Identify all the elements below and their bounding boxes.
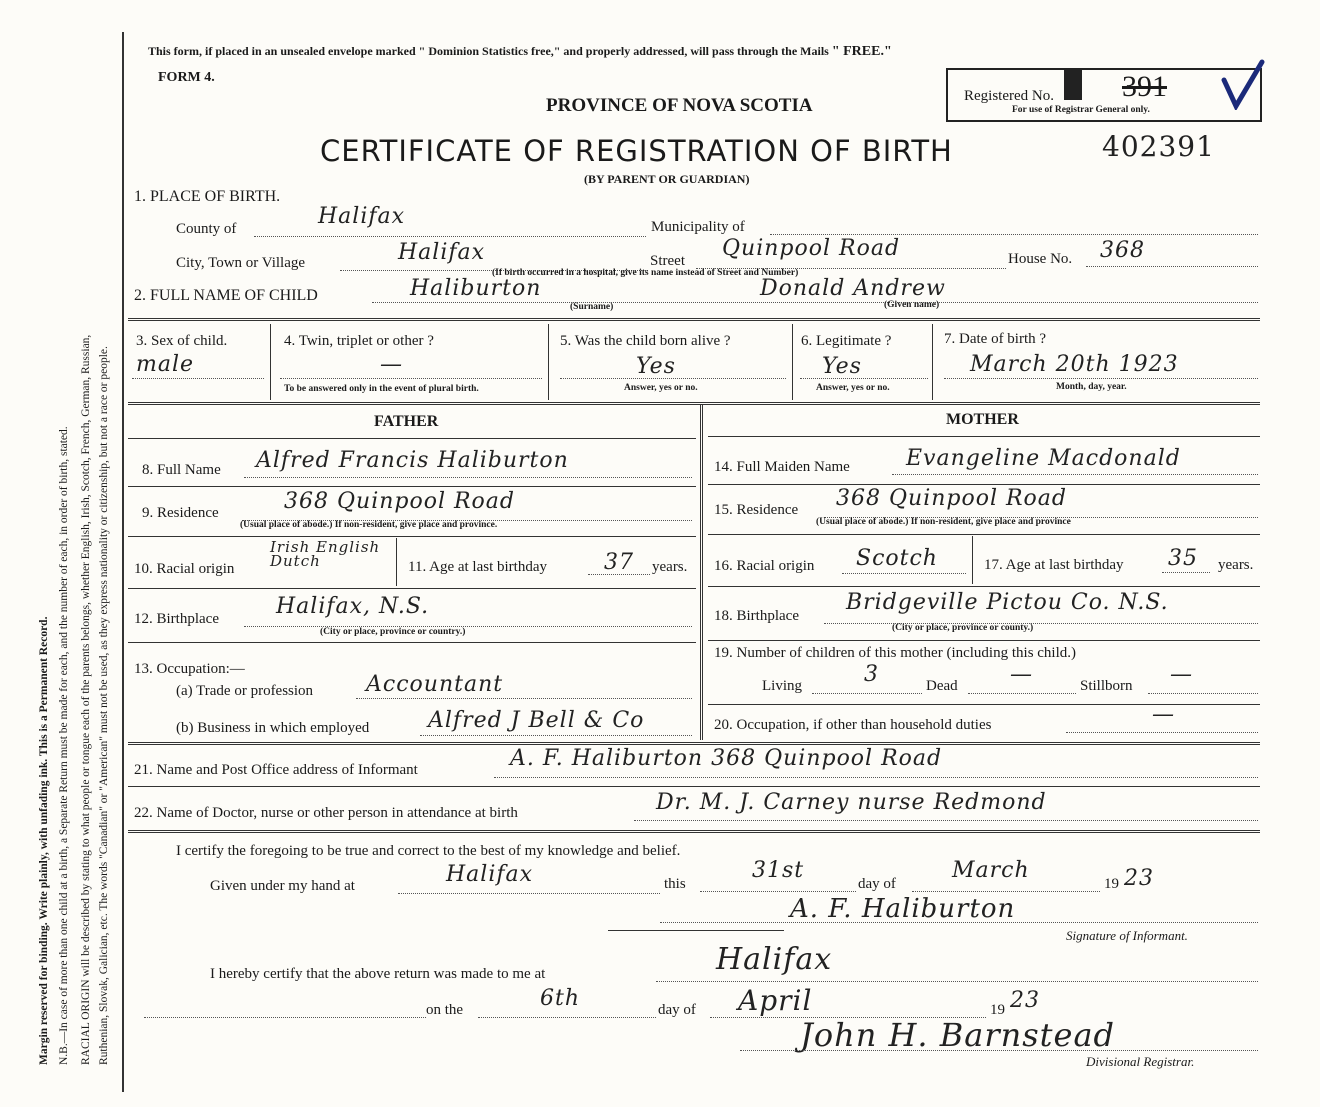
form-number: FORM 4.: [158, 70, 215, 85]
informant-line: [494, 777, 1258, 778]
row-divider: [128, 588, 696, 589]
box-divider: [932, 324, 933, 400]
registrar-label: Divisional Registrar.: [1086, 1054, 1195, 1069]
father-trade-line: [356, 698, 692, 699]
mother-birthplace-value: Bridgeville Pictou Co. N.S.: [846, 590, 1169, 615]
box-divider: [792, 324, 793, 400]
mother-name-line: [892, 474, 1258, 475]
legitimate-value: Yes: [822, 354, 862, 379]
house-value: 368: [1100, 238, 1145, 263]
father-name-label: 8. Full Name: [142, 462, 221, 478]
registered-label: Registered No.: [964, 88, 1054, 104]
mother-residence-label: 15. Residence: [714, 502, 799, 518]
father-trade-value: Accountant: [366, 672, 504, 697]
given-day-line: [700, 891, 856, 892]
father-years-label: years.: [652, 559, 688, 575]
dead-label: Dead: [926, 678, 958, 694]
dob-value: March 20th 1923: [970, 352, 1179, 377]
house-label: House No.: [1008, 251, 1073, 267]
registrar-place-value: Halifax: [716, 942, 833, 977]
given-month-line: [912, 891, 1100, 892]
informant-value: A. F. Haliburton 368 Quinpool Road: [510, 746, 943, 771]
living-line: [812, 693, 922, 694]
father-business-line: [420, 735, 692, 736]
county-value: Halifax: [318, 204, 406, 229]
place-of-birth-label: 1. PLACE OF BIRTH.: [134, 188, 281, 205]
legitimate-note: Answer, yes or no.: [816, 383, 890, 393]
stillborn-line: [1148, 693, 1258, 694]
informant-signature: A. F. Haliburton: [790, 894, 1016, 924]
mother-birthplace-line: [824, 623, 1258, 624]
mother-birthplace-note: (City or place, province or county.): [892, 623, 1034, 633]
side-note-4: Ruthenian, Slovak, Galician, etc. The words "Canadian" or "American" must not be used, as they express nationality or citizenship, but not a race or people.: [98, 346, 110, 1065]
mother-race-label: 16. Racial origin: [714, 558, 815, 574]
father-name-line: [244, 477, 692, 478]
row-divider: [128, 486, 696, 487]
twin-value: —: [380, 352, 403, 377]
municipality-line: [770, 234, 1258, 235]
signature-line: [660, 922, 1258, 923]
father-race-value: Irish English Dutch: [270, 538, 381, 570]
signature-label: Signature of Informant.: [1066, 928, 1188, 943]
registrar-month-value: April: [738, 984, 813, 1017]
box-divider: [548, 324, 549, 400]
parents-column-divider: [700, 404, 703, 740]
father-residence-note: (Usual place of abode.) If non-resident, give place and province.: [240, 520, 498, 530]
twin-label: 4. Twin, triplet or other ?: [284, 333, 434, 349]
father-age-label: 11. Age at last birthday: [408, 559, 547, 575]
certificate-subtitle: (BY PARENT OR GUARDIAN): [584, 172, 750, 186]
mother-birthplace-label: 18. Birthplace: [714, 608, 799, 624]
registrar-text: I hereby certify that the above return was made to me at: [210, 966, 546, 982]
on-the-label: on the: [426, 1002, 464, 1018]
mail-note: [148, 44, 892, 60]
row-divider: [128, 786, 1260, 787]
alive-note: Answer, yes or no.: [624, 383, 698, 393]
section-divider: [128, 830, 1260, 833]
sex-value: male: [136, 352, 195, 377]
box-divider: [270, 324, 271, 400]
sex-line: [132, 378, 264, 379]
street-value: Quinpool Road: [722, 236, 901, 261]
certificate-number: 402391: [1102, 130, 1215, 163]
father-race-label: 10. Racial origin: [134, 561, 235, 577]
mail-note-text: This form, if placed in an unsealed envelope marked " Dominion Statistics free," and properly addressed, will pass through the Mails: [148, 44, 829, 58]
section-divider: [128, 402, 1260, 405]
dob-label: 7. Date of birth ?: [944, 331, 1047, 347]
given-month-value: March: [952, 858, 1030, 883]
dead-line: [968, 693, 1076, 694]
county-label: County of: [176, 221, 237, 237]
section-divider: [128, 318, 1260, 321]
father-heading-line: [128, 438, 696, 439]
father-occupation-label: 13. Occupation:—: [134, 661, 245, 677]
mother-heading: MOTHER: [946, 411, 1019, 428]
father-birthplace-label: 12. Birthplace: [134, 611, 219, 627]
county-line: [254, 236, 646, 237]
doctor-value: Dr. M. J. Carney nurse Redmond: [656, 790, 1047, 815]
signature-rule: [608, 930, 784, 931]
registered-value: 391: [1122, 70, 1167, 103]
registrar-note: For use of Registrar General only.: [1012, 105, 1150, 115]
mother-heading-line: [708, 436, 1260, 437]
mother-occupation-value: —: [1152, 702, 1175, 727]
father-birthplace-note: (City or place, province or country.): [320, 627, 466, 637]
stillborn-label: Stillborn: [1080, 678, 1133, 694]
dob-note: Month, day, year.: [1056, 382, 1127, 392]
legitimate-line: [800, 378, 928, 379]
given-place-line: [398, 893, 660, 894]
living-label: Living: [762, 678, 802, 694]
given-under-label: Given under my hand at: [210, 878, 355, 894]
child-name-label: 2. FULL NAME OF CHILD: [134, 287, 318, 304]
father-trade-label: (a) Trade or profession: [176, 683, 314, 699]
city-value: Halifax: [398, 240, 486, 265]
registrar-year-prefix: 19: [990, 1002, 1005, 1018]
living-value: 3: [864, 662, 879, 687]
side-note-3: RACIAL ORIGIN will be described by stating to what people or tongue each of the parents belongs, whether English, Irish, Scotch, French, German, Russian,: [80, 334, 92, 1065]
house-line: [1086, 266, 1258, 267]
dead-value: —: [1010, 662, 1033, 687]
mother-residence-value: 368 Quinpool Road: [836, 486, 1068, 511]
father-heading: FATHER: [374, 413, 439, 430]
registrar-day-line: [478, 1017, 656, 1018]
municipality-label: Municipality of: [651, 219, 745, 235]
registrar-day-of-label: day of: [658, 1002, 696, 1018]
row-divider: [708, 586, 1260, 587]
registrar-year-value: 23: [1010, 988, 1040, 1013]
street-label: Street: [650, 253, 685, 269]
mother-occupation-line: [1066, 732, 1258, 733]
sex-label: 3. Sex of child.: [136, 333, 228, 349]
hospital-note: (If birth occurred in a hospital, give its name instead of Street and Number): [492, 268, 799, 278]
child-given-name: Donald Andrew: [760, 276, 946, 301]
mother-years-label: years.: [1218, 557, 1254, 573]
alive-value: Yes: [636, 354, 676, 379]
section-divider: [128, 742, 1260, 745]
alive-label: 5. Was the child born alive ?: [560, 333, 731, 349]
row-divider: [128, 642, 696, 643]
city-label: City, Town or Village: [176, 255, 306, 271]
given-name-note: (Given name): [884, 300, 940, 310]
father-birthplace-line: [244, 626, 692, 627]
father-birthplace-value: Halifax, N.S.: [276, 594, 430, 619]
mother-age-label: 17. Age at last birthday: [984, 557, 1124, 573]
mother-race-value: Scotch: [856, 546, 938, 571]
given-place-value: Halifax: [446, 862, 534, 887]
father-business-label: (b) Business in which employed: [176, 720, 370, 736]
province-title: PROVINCE OF NOVA SCOTIA: [546, 95, 813, 116]
certificate-title: CERTIFICATE OF REGISTRATION OF BIRTH: [320, 134, 953, 168]
side-note-2: N.B.—In case of more than one child at a birth, a Separate Return must be made for each, and the number of each, in order of birth, stated.: [58, 426, 70, 1065]
mother-age-line: [1162, 572, 1210, 573]
twin-note: To be answered only in the event of plural birth.: [284, 384, 479, 394]
year-prefix: 19: [1104, 876, 1119, 892]
child-name-line: [372, 302, 1258, 303]
doctor-line: [634, 820, 1258, 821]
box-divider: [396, 538, 397, 586]
father-business-value: Alfred J Bell & Co: [428, 708, 645, 733]
informant-label: 21. Name and Post Office address of Informant: [134, 762, 418, 778]
surname-note: (Surname): [570, 302, 614, 312]
row-divider: [708, 484, 1260, 485]
side-note-1: Margin reserved for binding. Write plainly, with unfading ink. This is a Permanent Record.: [38, 616, 50, 1065]
mother-race-line: [842, 573, 966, 574]
mother-name-value: Evangeline Macdonald: [906, 446, 1181, 471]
twin-line: [280, 378, 542, 379]
registrar-signature-line: [740, 1050, 1258, 1051]
registrar-day-value: 6th: [540, 986, 581, 1011]
stillborn-value: —: [1170, 662, 1193, 687]
doctor-label: 22. Name of Doctor, nurse or other person in attendance at birth: [134, 805, 518, 821]
row-divider: [708, 534, 1260, 535]
mother-children-label: 19. Number of children of this mother (including this child.): [714, 645, 1077, 661]
legitimate-label: 6. Legitimate ?: [801, 333, 892, 349]
father-name-value: Alfred Francis Haliburton: [256, 448, 569, 473]
registrar-place-line: [656, 981, 1258, 982]
registrar-pre-line: [144, 1017, 426, 1018]
mother-name-label: 14. Full Maiden Name: [714, 459, 850, 475]
registrar-signature: John H. Barnstead: [800, 1016, 1116, 1054]
mother-residence-note: (Usual place of abode.) If non-resident, give place and province: [816, 517, 1071, 527]
row-divider: [128, 536, 696, 537]
binding-margin-line: [122, 32, 124, 1092]
father-age-value: 37: [604, 550, 634, 575]
registered-redaction: [1064, 70, 1082, 100]
box-divider: [972, 536, 973, 584]
row-divider: [708, 704, 1260, 705]
row-divider: [708, 640, 1260, 641]
father-residence-label: 9. Residence: [142, 505, 219, 521]
day-of-label: day of: [858, 876, 896, 892]
mail-free-text: " FREE.": [831, 44, 892, 59]
mother-age-value: 35: [1168, 546, 1198, 571]
given-year-value: 23: [1124, 866, 1154, 891]
certify-text: I certify the foregoing to be true and correct to the best of my knowledge and belief.: [176, 843, 681, 859]
check-mark-icon: [1218, 58, 1266, 110]
mother-occupation-label: 20. Occupation, if other than household duties: [714, 717, 992, 733]
this-label: this: [664, 876, 686, 892]
father-residence-value: 368 Quinpool Road: [284, 489, 516, 514]
child-surname: Haliburton: [410, 276, 542, 301]
given-day-value: 31st: [752, 858, 805, 883]
dob-line: [944, 378, 1258, 379]
